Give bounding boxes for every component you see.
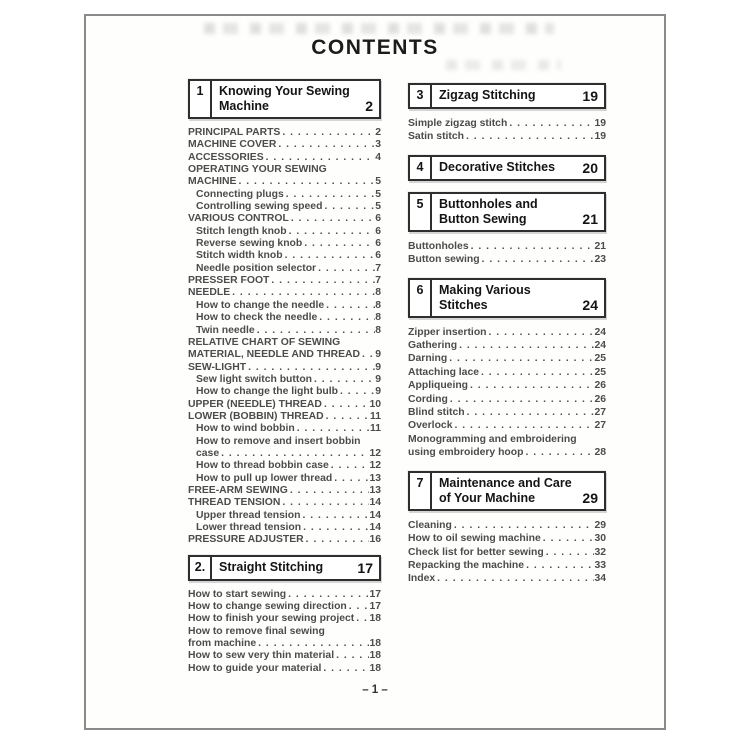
toc-leader-dots [317, 312, 375, 324]
toc-entry-label: NEEDLE [188, 287, 231, 299]
section-page-number: 2 [365, 98, 373, 114]
toc-entry-page: 7 [375, 275, 381, 287]
toc-entry-label: case [196, 447, 220, 459]
toc-row [188, 300, 381, 312]
toc-entry-page: 28 [594, 447, 606, 459]
toc-row [188, 411, 381, 423]
toc-leader-dots [354, 613, 369, 625]
section-number: 5 [410, 194, 432, 230]
toc-leader-dots [302, 238, 375, 250]
toc-leader-dots [312, 374, 375, 386]
toc-entry-page: 12 [369, 447, 381, 459]
toc-entry-label: Gathering [408, 340, 458, 352]
toc-entry-list [408, 117, 606, 144]
section-number: 4 [410, 157, 432, 179]
toc-row [188, 226, 381, 238]
toc-leader-dots [464, 130, 594, 143]
section-title-line: Straight Stitching [219, 559, 324, 574]
toc-leader-dots [301, 522, 369, 534]
toc-entry-page: 9 [375, 349, 381, 361]
toc-entry-label: How to change sewing direction [188, 601, 347, 613]
toc-leader-dots [452, 519, 595, 532]
toc-row [188, 287, 381, 299]
toc-row [408, 419, 606, 432]
toc-leader-dots [301, 510, 370, 522]
toc-leader-dots [286, 589, 369, 601]
toc-leader-dots [334, 650, 369, 662]
toc-leader-dots [280, 497, 369, 509]
toc-row [408, 352, 606, 365]
toc-entry-page: 3 [375, 139, 381, 151]
section-box [408, 471, 606, 511]
toc-row [188, 399, 381, 411]
toc-row [188, 127, 381, 139]
toc-leader-dots [322, 399, 370, 411]
toc-entry-page: 10 [369, 398, 381, 410]
toc-entry-label: Simple zigzag stitch [408, 118, 508, 129]
toc-leader-dots [448, 393, 595, 406]
toc-entry-label: Twin needle [196, 324, 255, 336]
toc-entry-label: Lower thread tension [196, 522, 302, 533]
toc-entry-page: 24 [594, 326, 606, 338]
toc-row [188, 275, 381, 287]
toc-row [408, 406, 606, 419]
toc-row [188, 164, 381, 176]
toc-row [188, 250, 381, 262]
section-box [188, 555, 381, 581]
section-title-line: Making Various [439, 282, 531, 297]
toc-row [408, 240, 606, 253]
toc-entry-page: 26 [594, 380, 606, 392]
toc-entry-page: 5 [375, 176, 381, 188]
toc-leader-dots [524, 559, 594, 572]
bleed-through-smudge [204, 23, 554, 34]
toc-row [408, 326, 606, 339]
section-title-line: Zigzag Stitching [439, 88, 536, 102]
toc-entry-label: MATERIAL, NEEDLE AND THREAD [188, 349, 361, 361]
toc-entry-label: OPERATING YOUR SEWING [188, 164, 327, 176]
section-box-body [432, 85, 604, 107]
toc-row [408, 130, 606, 143]
toc-leader-dots [283, 250, 376, 262]
toc-leader-dots [338, 386, 375, 398]
toc-entry-label: Stitch length knob [196, 225, 287, 237]
toc-row [188, 460, 381, 472]
toc-entry-label: Cleaning [408, 519, 452, 531]
toc-entry-label: Upper thread tension [196, 509, 301, 521]
toc-row [188, 362, 381, 374]
toc-leader-dots [329, 460, 370, 472]
toc-row [188, 589, 381, 601]
toc-entry-label: VARIOUS CONTROL [188, 213, 289, 225]
toc-entry-label: Controlling sewing speed [196, 201, 323, 213]
toc-row [408, 117, 606, 130]
section-title [439, 283, 578, 313]
toc-row [408, 546, 606, 559]
toc-column-right [408, 83, 606, 588]
toc-entry-page: 18 [369, 662, 381, 674]
section-title-line: Machine [219, 99, 270, 113]
toc-entry-page: 11 [370, 410, 381, 422]
toc-entry-page: 7 [375, 262, 381, 274]
toc-entry-label: Index [408, 573, 436, 585]
toc-row [188, 386, 381, 398]
section-number: 2. [190, 557, 212, 579]
toc-leader-dots [435, 572, 594, 585]
toc-entry-label: Stitch width knob [196, 250, 283, 262]
toc-entry-page: 12 [369, 460, 381, 472]
toc-entry-label: Blind stitch [408, 407, 465, 419]
toc-entry-label: Repacking the machine [408, 559, 525, 571]
toc-row [188, 613, 381, 625]
toc-leader-dots [324, 411, 370, 423]
toc-entry-page: 33 [594, 559, 606, 571]
toc-entry-page: 8 [375, 299, 381, 311]
toc-leader-dots [287, 226, 376, 238]
toc-leader-dots [284, 189, 375, 201]
toc-entry-label: Appliqueing [408, 380, 469, 392]
toc-leader-dots [480, 253, 595, 266]
toc-row [188, 436, 381, 448]
toc-leader-dots [288, 485, 370, 497]
section-page-number: 19 [582, 88, 598, 104]
toc-entry-label: How to wind bobbin [196, 423, 295, 435]
toc-leader-dots [289, 213, 375, 225]
toc-leader-dots [219, 448, 369, 460]
toc-entry-page: 6 [375, 225, 381, 237]
toc-entry-label: Monogramming and embroidering [408, 433, 577, 445]
toc-entry-page: 29 [594, 519, 606, 531]
toc-entry-page: 6 [375, 250, 381, 262]
section-box [408, 278, 606, 318]
toc-entry-label: Needle position selector [196, 262, 317, 274]
toc-entry-page: 30 [594, 533, 606, 545]
toc-entry-page: 14 [369, 509, 381, 521]
toc-row [408, 393, 606, 406]
toc-entry-page: 6 [375, 213, 381, 225]
bleed-through-smudge [446, 60, 561, 70]
toc-row [188, 448, 381, 460]
toc-entry-label: Reverse sewing knob [196, 238, 303, 250]
section-title-line: Knowing Your Sewing [219, 84, 350, 98]
toc-leader-dots [479, 366, 594, 379]
toc-entry-page: 21 [594, 240, 606, 252]
toc-entry-page: 18 [369, 638, 381, 650]
toc-row [408, 379, 606, 392]
toc-leader-dots [332, 473, 369, 485]
toc-row [188, 213, 381, 225]
section-box [408, 83, 606, 109]
toc-leader-dots [321, 663, 369, 675]
toc-entry-list [188, 127, 381, 547]
toc-leader-dots [465, 406, 595, 419]
toc-row [188, 473, 381, 485]
toc-leader-dots [280, 127, 375, 139]
toc-entry-page: 19 [594, 131, 606, 143]
toc-row [188, 201, 381, 213]
toc-row [188, 312, 381, 324]
section-title [219, 84, 361, 114]
toc-row [188, 485, 381, 497]
toc-row [408, 253, 606, 266]
toc-entry-label: How to pull up lower thread [196, 472, 333, 484]
toc-row [188, 497, 381, 509]
toc-entry-page: 6 [375, 238, 381, 250]
section-title-line: Button Sewing [439, 211, 527, 226]
toc-entry-page: 27 [594, 407, 606, 419]
toc-leader-dots [541, 532, 595, 545]
toc-leader-dots [487, 326, 595, 339]
toc-leader-dots [269, 275, 375, 287]
section-box-body [432, 280, 604, 316]
toc-entry-label: How to thread bobbin case [196, 460, 329, 472]
toc-entry-list [408, 240, 606, 267]
toc-leader-dots [316, 263, 375, 275]
toc-leader-dots [347, 601, 370, 613]
toc-entry-page: 18 [369, 650, 381, 662]
toc-leader-dots [447, 352, 594, 365]
toc-row [188, 534, 381, 546]
toc-entry-label: using embroidery hoop [408, 447, 524, 459]
toc-entry-page: 24 [594, 340, 606, 352]
toc-entry-label: SEW-LIGHT [188, 361, 247, 373]
toc-entry-label: How to check the needle [196, 312, 318, 324]
toc-leader-dots [457, 339, 594, 352]
toc-entry-label: How to sew very thin material [188, 650, 335, 662]
toc-leader-dots [246, 362, 375, 374]
toc-entry-label: Zipper insertion [408, 326, 487, 338]
toc-row [188, 139, 381, 151]
toc-entry-page: 14 [369, 522, 381, 533]
section-page-number: 20 [582, 159, 598, 176]
toc-entry-label: PRESSURE ADJUSTER [188, 534, 304, 546]
toc-leader-dots [304, 534, 370, 546]
toc-entry-page: 32 [594, 546, 606, 558]
toc-column-left [188, 79, 381, 677]
section-box-body [432, 194, 604, 230]
toc-leader-dots [452, 419, 594, 432]
toc-entry-page: 8 [375, 287, 381, 299]
toc-entry-page: 5 [375, 201, 381, 213]
toc-entry-page: 19 [594, 118, 606, 129]
toc-entry-label: Attaching lace [408, 366, 480, 378]
section-page-number: 24 [582, 296, 598, 313]
toc-row [188, 638, 381, 650]
toc-entry-label: Satin stitch [408, 131, 465, 143]
section-box [188, 79, 381, 119]
page-number-footer: – 1 – [362, 684, 388, 696]
toc-entry-page: 9 [375, 361, 381, 373]
toc-entry-page: 13 [369, 484, 381, 496]
section-title [439, 160, 578, 176]
toc-leader-dots [276, 139, 375, 151]
toc-leader-dots [468, 379, 594, 392]
toc-entry-label: MACHINE COVER [188, 139, 277, 151]
toc-row [408, 519, 606, 532]
toc-entry-label: How to change the light bulb [196, 386, 338, 398]
toc-row [188, 152, 381, 164]
section-number: 1 [190, 81, 212, 117]
toc-entry-label: THREAD TENSION [188, 497, 281, 509]
toc-row [408, 366, 606, 379]
toc-entry-page: 17 [369, 601, 381, 613]
toc-entry-page: 27 [594, 420, 606, 432]
section-page-number: 29 [582, 489, 598, 506]
toc-entry-label: How to guide your material [188, 662, 322, 674]
toc-entry-label: Sew light switch button [196, 373, 313, 385]
toc-entry-label: How to start sewing [188, 588, 287, 600]
toc-entry-label: Cording [408, 393, 448, 405]
section-title [219, 560, 353, 576]
section-number: 6 [410, 280, 432, 316]
section-title [439, 197, 578, 227]
toc-entry-page: 17 [369, 588, 381, 600]
toc-entry-page: 2 [375, 127, 381, 138]
toc-leader-dots [256, 638, 369, 650]
scanned-page-frame [84, 14, 666, 730]
section-title-line: Buttonholes and [439, 196, 538, 211]
toc-row [188, 263, 381, 275]
toc-entry-page: 18 [369, 613, 381, 625]
section-title-line: Maintenance and Care [439, 475, 572, 490]
toc-entry-page: 4 [375, 151, 381, 163]
toc-entry-page: 25 [594, 353, 606, 365]
page-title: CONTENTS [311, 36, 439, 59]
toc-entry-page: 14 [369, 497, 381, 509]
toc-row [188, 522, 381, 534]
toc-entry-label: Check list for better sewing [408, 546, 544, 558]
toc-row [188, 374, 381, 386]
toc-entry-page: 26 [594, 393, 606, 405]
toc-row [408, 559, 606, 572]
toc-row [408, 433, 606, 446]
toc-entry-page: 25 [594, 366, 606, 378]
toc-entry-page: 8 [375, 324, 381, 336]
toc-entry-label: Connecting plugs [196, 188, 284, 200]
toc-entry-page: 9 [375, 386, 381, 398]
toc-entry-label: MACHINE [188, 176, 237, 188]
toc-entry-label: RELATIVE CHART OF SEWING [188, 336, 341, 348]
toc-entry-label: Overlock [408, 420, 453, 432]
toc-row [408, 532, 606, 545]
section-title [439, 88, 578, 104]
section-box-body [212, 557, 379, 579]
section-box-body [432, 473, 604, 509]
toc-row [188, 650, 381, 662]
section-page-number: 21 [582, 210, 598, 227]
toc-entry-page: 9 [375, 373, 381, 385]
section-box-body [212, 81, 379, 117]
section-title-line: Decorative Stitches [439, 159, 556, 174]
toc-row [188, 663, 381, 675]
toc-leader-dots [507, 117, 594, 130]
toc-leader-dots [264, 152, 376, 164]
toc-entry-page: 16 [369, 534, 381, 546]
toc-leader-dots [295, 423, 370, 435]
section-box [408, 155, 606, 181]
toc-row [408, 446, 606, 459]
toc-entry-label: from machine [188, 638, 257, 650]
section-title-line: Stitches [439, 297, 488, 312]
toc-entry-label: Button sewing [408, 254, 480, 266]
toc-leader-dots [322, 201, 375, 213]
toc-row [408, 339, 606, 352]
section-number: 7 [410, 473, 432, 509]
toc-entry-label: UPPER (NEEDLE) THREAD [188, 398, 322, 410]
toc-row [188, 423, 381, 435]
section-title [439, 476, 578, 506]
toc-entry-page: 11 [370, 423, 381, 435]
toc-row [188, 510, 381, 522]
toc-row [188, 325, 381, 337]
toc-leader-dots [230, 287, 375, 299]
toc-entry-page: 23 [594, 254, 606, 266]
toc-leader-dots [544, 546, 595, 559]
toc-row [188, 349, 381, 361]
section-box-body [432, 157, 604, 179]
toc-row [408, 572, 606, 585]
toc-row [188, 176, 381, 188]
toc-entry-label: ACCESSORIES [188, 151, 264, 163]
toc-row [188, 626, 381, 638]
toc-entry-label: How to change the needle [196, 299, 325, 311]
toc-entry-label: LOWER (BOBBIN) THREAD [188, 410, 324, 422]
section-number: 3 [410, 85, 432, 107]
toc-leader-dots [523, 446, 594, 459]
toc-entry-page: 8 [375, 312, 381, 324]
section-title-line: of Your Machine [439, 490, 536, 505]
toc-entry-list [408, 519, 606, 586]
toc-leader-dots [237, 176, 376, 188]
toc-row [188, 337, 381, 349]
toc-entry-list [408, 326, 606, 460]
toc-entry-label: How to oil sewing machine [408, 533, 541, 545]
toc-entry-label: Darning [408, 353, 448, 365]
toc-entry-page: 5 [375, 188, 381, 200]
section-box [408, 192, 606, 232]
toc-entry-label: How to remove final sewing [188, 625, 325, 637]
toc-row [188, 189, 381, 201]
toc-leader-dots [469, 240, 595, 253]
toc-entry-label: How to remove and insert bobbin [196, 435, 361, 447]
toc-leader-dots [255, 325, 376, 337]
toc-entry-label: How to finish your sewing project [188, 613, 355, 625]
section-page-number: 17 [357, 559, 373, 576]
toc-entry-label: Buttonholes [408, 240, 469, 252]
toc-entry-list [188, 589, 381, 675]
toc-row [188, 238, 381, 250]
toc-leader-dots [360, 349, 375, 361]
toc-entry-label: FREE-ARM SEWING [188, 484, 288, 496]
toc-leader-dots [324, 300, 375, 312]
toc-entry-page: 13 [369, 472, 381, 484]
toc-entry-label: PRINCIPAL PARTS [188, 127, 281, 138]
toc-entry-page: 34 [594, 573, 606, 585]
toc-entry-label: PRESSER FOOT [188, 275, 270, 287]
toc-row [188, 601, 381, 613]
